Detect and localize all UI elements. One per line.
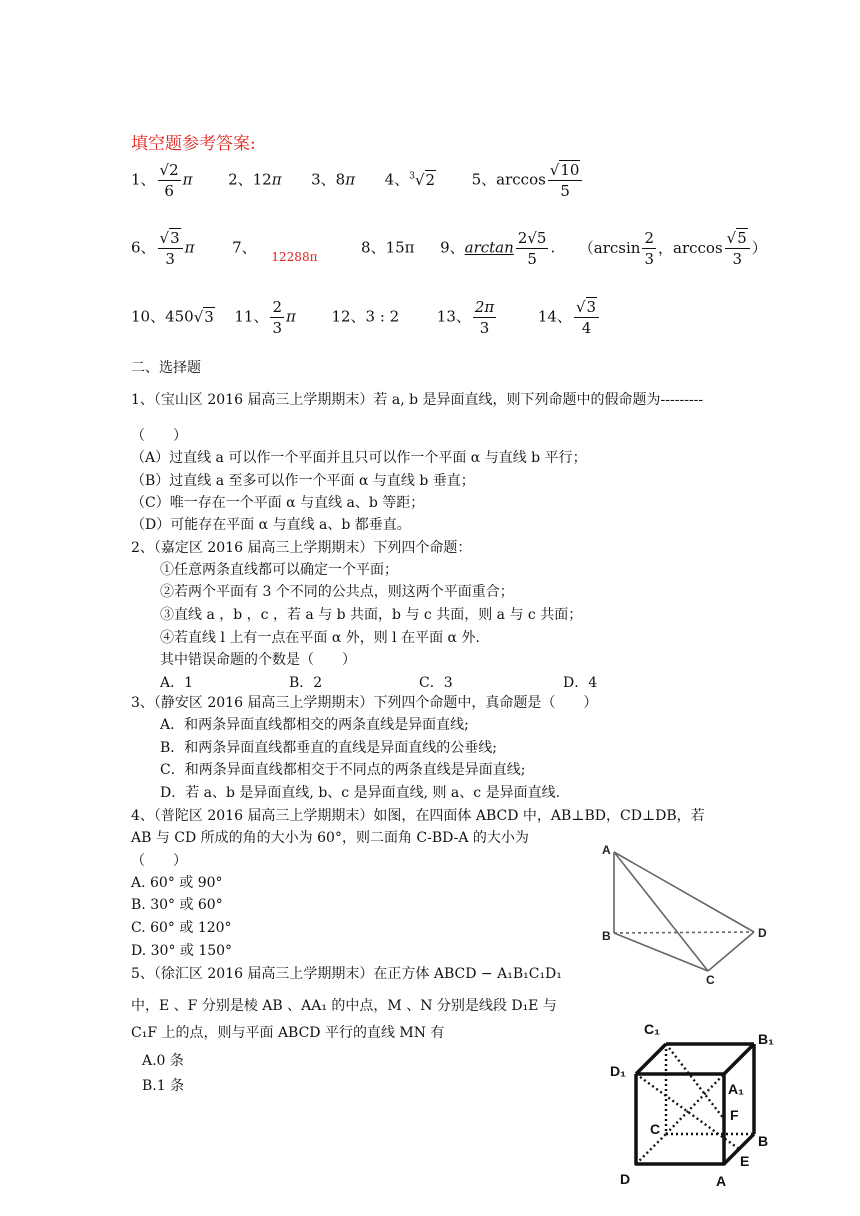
- q2-option-a: A．1: [160, 675, 194, 691]
- q4-option-b: B. 30° 或 60°: [131, 897, 223, 913]
- label-b1: B₁: [758, 1031, 774, 1047]
- answer-13: 13、: [436, 307, 471, 326]
- q2-statement-1: ①任意两条直线都可以确定一个平面；: [160, 562, 398, 578]
- answers-heading: 填空题参考答案:: [131, 134, 256, 154]
- label-b: B: [758, 1133, 769, 1149]
- answer-3: 3、8: [311, 170, 346, 189]
- q5-stem-2: 中，E 、F 分别是棱 AB 、AA₁ 的中点，M 、N 分别是线段 D₁E 与: [131, 998, 557, 1014]
- answer-9: 9、: [440, 238, 465, 257]
- q4-paren: （ ）: [131, 853, 187, 869]
- q2-statement-3: ③直线 a ，b ，c ，若 a 与 b 共面，b 与 c 共面，则 a 与 c 共面；: [160, 607, 583, 623]
- q4-option-c: C. 60° 或 120°: [131, 920, 232, 936]
- label-a1: A₁: [728, 1081, 744, 1097]
- q2-stem: 2、（嘉定区 2016 届高三上学期期末）下列四个命题：: [131, 540, 472, 556]
- q2-ask: 其中错误命题的个数是（ ）: [160, 652, 356, 668]
- q2-statement-4: ④若直线 l 上有一点在平面 α 外，则 l 在平面 α 外.: [160, 630, 480, 646]
- q4-stem-2: AB 与 CD 所成的角的大小为 60°，则二面角 C-BD-A 的大小为: [131, 830, 529, 846]
- q1-option-b: （B）过直线 a 至多可以作一个平面 α 与直线 b 垂直；: [131, 473, 475, 489]
- q4-option-a: A. 60° 或 90°: [131, 875, 223, 891]
- label-d: D: [620, 1171, 631, 1187]
- answer-5: 5、arccos: [471, 170, 546, 189]
- label-c: C: [650, 1121, 661, 1137]
- q2-option-b: B．2: [289, 675, 323, 691]
- q1-option-d: （D）可能存在平面 α 与直线 a、b 都垂直。: [131, 517, 411, 533]
- cube-figure: [604, 1016, 788, 1190]
- answer-row-2: 6、 $\frac{√3}{3}$ π 7、 $_{12288\pi}$ 8、15π 9、arctan $\frac{2√5}{5}$ . （arcsin $\frac{2}{3}$ ，arccos $\frac{√5}{3}$ ）: [131, 229, 767, 268]
- q3-option-a: A．和两条异面直线都相交的两条直线是异面直线;: [160, 717, 469, 733]
- answer-4: 4、: [384, 170, 410, 189]
- label-c1: C₁: [644, 1021, 660, 1037]
- q1-option-c: （C）唯一存在一个平面 α 与直线 a、b 等距；: [131, 495, 425, 511]
- answer-6: 6、: [131, 238, 156, 257]
- q1-paren: （ ）: [131, 428, 187, 444]
- tetrahedron-figure: [596, 836, 780, 986]
- q2-option-d: D．4: [563, 675, 598, 691]
- answer-7-value: 12288π: [271, 249, 318, 264]
- q1-stem: 1、（宝山区 2016 届高三上学期期末）若 a, b 是异面直线，则下列命题中的假命题为---------: [131, 392, 704, 408]
- section-title: 二、选择题: [131, 360, 201, 376]
- q3-stem: 3、（静安区 2016 届高三上学期期末）下列四个命题中，真命题是（ ）: [131, 695, 598, 711]
- q3-option-c: C．和两条异面直线都相交于不同点的两条直线是异面直线;: [160, 762, 526, 778]
- q4-option-d: D. 30° 或 150°: [131, 943, 233, 959]
- q5-option-a: A.0 条: [142, 1053, 184, 1069]
- label-e: E: [740, 1153, 750, 1169]
- label-a: A: [602, 843, 611, 857]
- label-f: F: [730, 1107, 739, 1123]
- q5-stem-1: 5、（徐汇区 2016 届高三上学期期末）在正方体 ABCD − A₁B₁C₁D₁: [131, 966, 562, 982]
- label-b: B: [602, 929, 611, 943]
- answer-8: 8、15π: [361, 238, 415, 257]
- answer-11: 11、: [234, 307, 269, 326]
- label-c: C: [706, 973, 715, 986]
- answer-row-1: 1、 $\frac{√2}{6}$ π 2、12π 3、8π 4、$^3$√2 5、arccos $\frac{√10}{5}$: [131, 160, 584, 201]
- answer-14: 14、: [537, 307, 572, 326]
- answer-9-alt: （arcsin $\frac{2}{3}$ ，arccos $\frac{√5}{3}$ ）: [578, 229, 767, 268]
- answer-1-fraction: $\frac{√2}{6}$: [159, 161, 179, 200]
- answer-2: 2、12: [228, 170, 272, 189]
- answer-10: 10、450: [131, 307, 194, 326]
- answer-row-3: 10、450√3 11、 $\frac{2}{3}$ π 12、3 : 2 13、 $\frac{2\pi}{3}$ 14、 $\frac{√3}{4}$: [131, 297, 601, 338]
- q4-stem-1: 4、（普陀区 2016 届高三上学期期末）如图，在四面体 ABCD 中，AB⊥BD，CD⊥DB，若: [131, 808, 705, 824]
- q5-option-b: B.1 条: [142, 1078, 185, 1094]
- q2-option-c: C．3: [419, 675, 453, 691]
- q3-option-d: D．若 a、b 是异面直线, b、c 是异面直线, 则 a、c 是异面直线.: [160, 785, 561, 801]
- label-a: A: [716, 1173, 727, 1189]
- answer-12: 12、3 : 2: [331, 307, 400, 326]
- q5-stem-3: C₁F 上的点，则与平面 ABCD 平行的直线 MN 有: [131, 1025, 445, 1041]
- label-d1: D₁: [610, 1063, 626, 1079]
- q2-statement-2: ②若两个平面有 3 个不同的公共点，则这两个平面重合；: [160, 584, 514, 600]
- q3-option-b: B．和两条异面直线都垂直的直线是异面直线的公垂线;: [160, 740, 498, 756]
- answer-7: 7、: [232, 238, 257, 257]
- answer-1-label: 1、: [131, 170, 156, 189]
- q1-option-a: （A）过直线 a 可以作一个平面并且只可以作一个平面 α 与直线 b 平行；: [131, 450, 587, 466]
- label-d: D: [758, 926, 767, 940]
